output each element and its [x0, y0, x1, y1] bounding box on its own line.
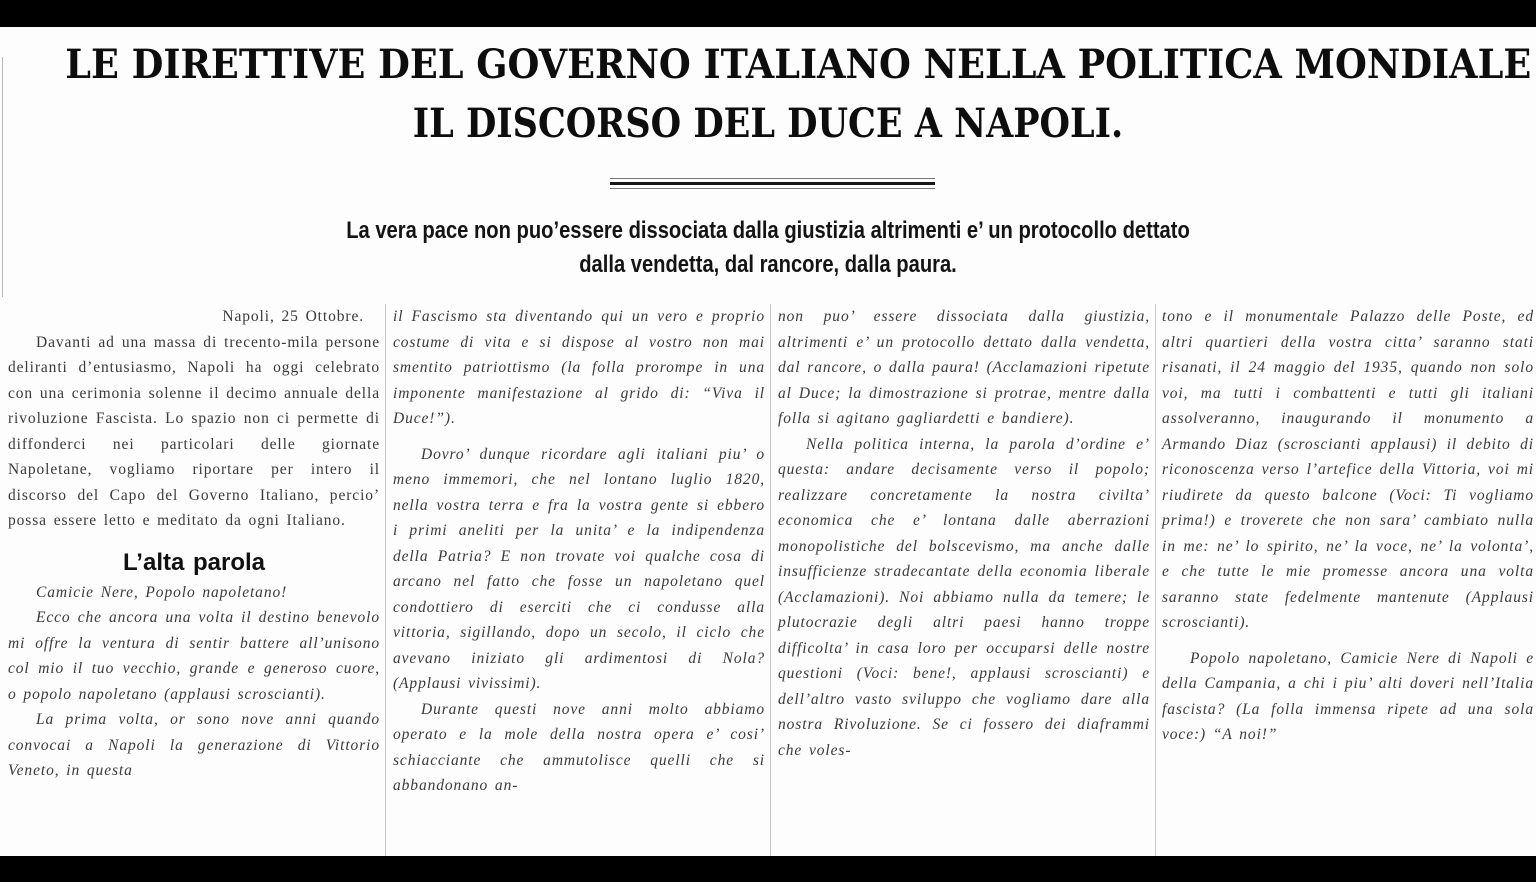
- subheadline-line-2: dalla vendetta, dal rancore, dalla paura.: [579, 251, 957, 278]
- headline-line-2: IL DISCORSO DEL DUCE A NAPOLI.: [412, 100, 1124, 147]
- article-column-3: [778, 304, 1150, 763]
- headline-line-1: LE DIRETTIVE DEL GOVERNO ITALIANO NELLA POLITICA MONDIALE: [65, 41, 1532, 88]
- column-rule: [1155, 304, 1156, 856]
- speech-paragraph: Popolo napoletano, Camicie Nere di Napoli e della Campania, a chi i piu’ alti doveri nell’Italia fascista? (La folla immensa ripete ad una sola voce:) “A noi!”: [1162, 649, 1534, 743]
- article-column-2: [393, 304, 765, 799]
- bottom-black-border: [0, 856, 1536, 882]
- divider-thin-top: [610, 178, 935, 179]
- article-columns: [0, 304, 1536, 856]
- ornamental-divider: [610, 178, 935, 189]
- speech-paragraph: Dovro’ dunque ricordare agli italiani piu’ o meno immemori, che nel lontano luglio 1820, nella vostra terra e fra la vostra gente si ebbero i primi aneliti per la unita’ e la indipendenza della Patria? E non trovate voi qualche cosa di arcano nel fatto che fosse un napoletano quel condottiero di eserciti che ci condusse alla vittoria, sigillando, dopo un secolo, il ciclo che avevano iniziato gli ardimentosi di Nola? (Applausi vivissimi).: [393, 445, 765, 692]
- speech-paragraph: La prima volta, or sono nove anni quando convocai a Napoli la generazione di Vittorio Veneto, in questa: [8, 711, 380, 779]
- newspaper-page: [0, 27, 1536, 856]
- dateline: Napoli, 25 Ottobre.: [222, 308, 364, 325]
- speech-paragraph: non puo’ essere dissociata dalla giustizia, altrimenti e’ un protocollo dettato dalla vendetta, dal rancore, o dalla paura! (Acclamazioni ripetute al Duce; la dimostrazione si protrae, mentre dalla folla si agitano gagliardetti e bandiere).: [778, 308, 1150, 427]
- speech-salutation: Camicie Nere, Popolo napoletano!: [36, 583, 288, 601]
- speech-paragraph: Durante questi nove anni molto abbiamo operato e la mole della nostra opera e’ cosi’ schiacciante che ammutolisce quelli che si abbandonano an-: [393, 700, 765, 794]
- top-black-border: [0, 0, 1536, 27]
- divider-thick: [610, 182, 935, 185]
- column-rule: [770, 304, 771, 856]
- subheadline-line-1: La vera pace non puo’essere dissociata dalla giustizia altrimenti e’ un protocollo dettato: [346, 217, 1190, 244]
- section-heading: L’alta parola: [122, 548, 266, 576]
- paragraph-gap: [1162, 636, 1534, 646]
- page-edge-rule: [2, 57, 3, 297]
- column-rule: [385, 304, 386, 856]
- article-column-1: [8, 304, 380, 784]
- divider-thin-bottom: [610, 188, 935, 189]
- article-column-4: [1162, 304, 1534, 748]
- speech-paragraph: Ecco che ancora una volta il destino benevolo mi offre la ventura di sentir battere all’unisono col mio il tuo vecchio, grande e generoso cuore, o popolo napoletano (applausi scroscianti).: [8, 609, 380, 703]
- intro-paragraph: Davanti ad una massa di trecento-mila persone deliranti d’entusiasmo, Napoli ha oggi celebrato con una cerimonia solenne il decimo annuale della rivoluzione Fascista. Lo spazio non ci permette di diffonderci nei particolari delle giornate Napoletane, vogliamo riportare per intero il discorso del Capo del Governo Italiano, percio’ possa essere letto e meditato da ogni Italiano.: [8, 333, 380, 529]
- speech-paragraph: il Fascismo sta diventando qui un vero e proprio costume di vita e si dispose al vostro non mai smentito patriottismo (la folla prorompe in una imponente manifestazione al grido di: “Viva il Duce!”).: [393, 308, 765, 427]
- paragraph-gap: [393, 432, 765, 442]
- speech-paragraph: Nella politica interna, la parola d’ordine e’ questa: andare decisamente verso il popolo; realizzare concretamente la nostra civilta’ economica che e’ lontana dalle aberrazioni monopolistiche del bolscevismo, ma anche dalle insufficienze stradecantate della economia liberale (Acclamazioni). Noi abbiamo nulla da temere; le plutocrazie degli altri paesi hanno troppe difficolta’ in casa loro per occuparsi delle nostre questioni (Voci: bene!, applausi scroscianti) e dell’altro vasto sviluppo che vogliamo dare alla nostra Rivoluzione. Se ci fossero dei diaframmi che voles-: [778, 435, 1150, 759]
- speech-paragraph: tono e il monumentale Palazzo delle Poste, ed altri quartieri della vostra citta’ saranno stati risanati, il 24 maggio del 1935, quando non solo voi, ma tutti i combattenti e tutti gli italiani assolveranno, inaugurando il monumento a Armando Diaz (scroscianti applausi) il debito di riconoscenza verso l’artefice della Vittoria, voi mi riudirete da questo balcone (Voci: Ti vogliamo prima!) e troverete che non sara’ cambiato nulla in me: ne’ lo spirito, ne’ la voce, ne’ la volonta’, e che tutte le mie promesse ancora una volta saranno state fedelmente mantenute (Applausi scroscianti).: [1162, 308, 1534, 631]
